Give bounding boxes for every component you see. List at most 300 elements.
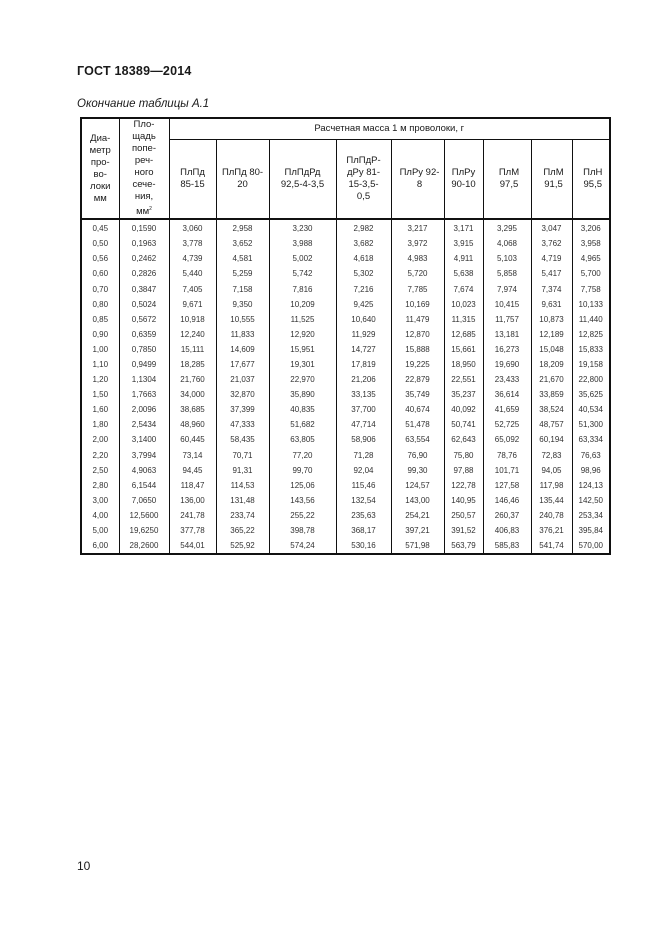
cell-mass: 10,640: [336, 312, 391, 327]
cell-area: 0,9499: [119, 357, 169, 372]
cell-mass: 5,259: [216, 266, 269, 281]
cell-area: 3,7994: [119, 448, 169, 463]
header-alloy: [216, 139, 269, 219]
cell-mass: 146,46: [483, 493, 531, 508]
cell-mass: 51,478: [391, 417, 444, 432]
cell-area: 0,1963: [119, 236, 169, 251]
header-line: 92,5-4-3,5: [280, 179, 325, 191]
cell-mass: 5,742: [269, 266, 336, 281]
cell-mass: 2,958: [216, 219, 269, 236]
cell-area: 19,6250: [119, 523, 169, 538]
table-row: [81, 297, 610, 312]
cell-mass: 3,060: [169, 219, 216, 236]
cell-mass: 541,74: [531, 538, 572, 554]
cell-mass: 48,960: [169, 417, 216, 432]
cell-mass: 233,74: [216, 508, 269, 523]
cell-area: 3,1400: [119, 432, 169, 447]
cell-mass: 40,534: [572, 402, 610, 417]
table-row: [81, 219, 610, 236]
header-line: ния,: [134, 191, 154, 202]
cell-mass: 22,879: [391, 372, 444, 387]
cell-mass: 12,240: [169, 327, 216, 342]
table-row: [81, 236, 610, 251]
header-line: сече-: [132, 179, 156, 190]
header-line: мм: [136, 206, 150, 218]
header-diameter: [81, 118, 119, 219]
cell-diameter: 0,80: [81, 297, 119, 312]
cell-mass: 13,181: [483, 327, 531, 342]
cell-mass: 3,972: [391, 236, 444, 251]
table-row: [81, 312, 610, 327]
cell-mass: 48,757: [531, 417, 572, 432]
table-row: [81, 342, 610, 357]
cell-area: 7,0650: [119, 493, 169, 508]
cell-mass: 92,04: [336, 463, 391, 478]
cell-mass: 7,405: [169, 282, 216, 297]
cell-mass: 65,092: [483, 432, 531, 447]
cell-mass: 574,24: [269, 538, 336, 554]
table-row: [81, 327, 610, 342]
cell-mass: 35,749: [391, 387, 444, 402]
cell-area: 0,7850: [119, 342, 169, 357]
table-row: [81, 251, 610, 266]
cell-diameter: 0,90: [81, 327, 119, 342]
cell-diameter: 2,50: [81, 463, 119, 478]
cell-mass: 4,618: [336, 251, 391, 266]
cell-mass: 19,301: [269, 357, 336, 372]
cell-mass: 377,78: [169, 523, 216, 538]
cell-mass: 33,859: [531, 387, 572, 402]
cell-mass: 570,00: [572, 538, 610, 554]
cell-mass: 71,28: [336, 448, 391, 463]
header-line: метр: [89, 144, 111, 156]
cell-mass: 585,83: [483, 538, 531, 554]
table-row: [81, 478, 610, 493]
header-line: Пло-: [133, 119, 155, 130]
cell-mass: 3,230: [269, 219, 336, 236]
cell-mass: 118,47: [169, 478, 216, 493]
cell-mass: 5,440: [169, 266, 216, 281]
header-alloy: [269, 139, 336, 219]
cell-mass: 12,920: [269, 327, 336, 342]
cell-mass: 34,000: [169, 387, 216, 402]
header-line: 95,5: [583, 179, 602, 191]
cell-mass: 4,965: [572, 251, 610, 266]
cell-mass: 9,350: [216, 297, 269, 312]
cell-area: 0,5672: [119, 312, 169, 327]
cell-mass: 94,45: [169, 463, 216, 478]
cell-mass: 47,333: [216, 417, 269, 432]
cell-mass: 4,983: [391, 251, 444, 266]
table-row: [81, 266, 610, 281]
cell-mass: 3,171: [444, 219, 483, 236]
cell-mass: 3,682: [336, 236, 391, 251]
cell-mass: 4,911: [444, 251, 483, 266]
cell-mass: 9,671: [169, 297, 216, 312]
cell-mass: 77,20: [269, 448, 336, 463]
cell-mass: 22,970: [269, 372, 336, 387]
cell-diameter: 1,10: [81, 357, 119, 372]
cell-area: 0,3847: [119, 282, 169, 297]
cell-mass: 525,92: [216, 538, 269, 554]
cell-mass: 563,79: [444, 538, 483, 554]
cell-mass: 58,435: [216, 432, 269, 447]
cell-mass: 12,685: [444, 327, 483, 342]
cell-mass: 136,00: [169, 493, 216, 508]
cell-diameter: 2,00: [81, 432, 119, 447]
cell-mass: 3,206: [572, 219, 610, 236]
cell-mass: 135,44: [531, 493, 572, 508]
cell-mass: 143,00: [391, 493, 444, 508]
cell-mass: 18,950: [444, 357, 483, 372]
cell-mass: 5,700: [572, 266, 610, 281]
cell-mass: 97,88: [444, 463, 483, 478]
cell-mass: 23,433: [483, 372, 531, 387]
header-line: дРу 81-: [347, 167, 380, 179]
cell-mass: 21,670: [531, 372, 572, 387]
cell-mass: 235,63: [336, 508, 391, 523]
cell-area: 2,5434: [119, 417, 169, 432]
cell-mass: 255,22: [269, 508, 336, 523]
cell-mass: 5,417: [531, 266, 572, 281]
cell-mass: 70,71: [216, 448, 269, 463]
cell-mass: 3,295: [483, 219, 531, 236]
header-line: во-: [93, 168, 107, 180]
header-line: 97,5: [499, 179, 519, 191]
cell-mass: 75,80: [444, 448, 483, 463]
cell-mass: 21,760: [169, 372, 216, 387]
cell-diameter: 2,20: [81, 448, 119, 463]
cell-area: 2,0096: [119, 402, 169, 417]
cell-mass: 41,659: [483, 402, 531, 417]
cell-mass: 114,53: [216, 478, 269, 493]
header-alloy: [483, 139, 531, 219]
cell-area: 0,6359: [119, 327, 169, 342]
cell-mass: 241,78: [169, 508, 216, 523]
cell-mass: 3,047: [531, 219, 572, 236]
cell-mass: 253,34: [572, 508, 610, 523]
cell-mass: 98,96: [572, 463, 610, 478]
header-line: 15-3,5-: [348, 179, 379, 191]
cell-mass: 10,209: [269, 297, 336, 312]
cell-diameter: 6,00: [81, 538, 119, 554]
header-alloy: [531, 139, 572, 219]
cell-mass: 50,741: [444, 417, 483, 432]
cell-mass: 9,631: [531, 297, 572, 312]
cell-mass: 76,90: [391, 448, 444, 463]
cell-mass: 38,524: [531, 402, 572, 417]
cell-mass: 15,951: [269, 342, 336, 357]
header-line: щадь: [132, 131, 156, 142]
cell-mass: 12,189: [531, 327, 572, 342]
cell-mass: 142,50: [572, 493, 610, 508]
table-row: [81, 432, 610, 447]
cell-mass: 15,048: [531, 342, 572, 357]
cell-mass: 15,111: [169, 342, 216, 357]
cell-diameter: 1,50: [81, 387, 119, 402]
header-area: [119, 118, 169, 219]
cell-mass: 7,158: [216, 282, 269, 297]
cell-mass: 10,918: [169, 312, 216, 327]
cell-mass: 365,22: [216, 523, 269, 538]
cell-mass: 40,674: [391, 402, 444, 417]
cell-diameter: 3,00: [81, 493, 119, 508]
cell-mass: 35,237: [444, 387, 483, 402]
cell-mass: 63,805: [269, 432, 336, 447]
cell-mass: 37,399: [216, 402, 269, 417]
header-line: 20: [237, 179, 248, 191]
cell-mass: 5,638: [444, 266, 483, 281]
cell-mass: 10,873: [531, 312, 572, 327]
header-alloy: [336, 139, 391, 219]
cell-mass: 17,819: [336, 357, 391, 372]
header-alloy: [391, 139, 444, 219]
cell-mass: 3,778: [169, 236, 216, 251]
cell-mass: 72,83: [531, 448, 572, 463]
mass-table: [80, 117, 611, 555]
superscript: 2: [149, 206, 152, 212]
cell-mass: 47,714: [336, 417, 391, 432]
cell-diameter: 1,60: [81, 402, 119, 417]
cell-mass: 5,302: [336, 266, 391, 281]
header-line: ного: [134, 167, 154, 178]
cell-area: 1,7663: [119, 387, 169, 402]
cell-mass: 4,719: [531, 251, 572, 266]
cell-mass: 240,78: [531, 508, 572, 523]
header-line: ПлПдРд: [284, 167, 321, 179]
cell-mass: 4,581: [216, 251, 269, 266]
cell-mass: 35,890: [269, 387, 336, 402]
cell-mass: 7,974: [483, 282, 531, 297]
cell-mass: 19,225: [391, 357, 444, 372]
cell-mass: 94,05: [531, 463, 572, 478]
cell-mass: 51,682: [269, 417, 336, 432]
table-row: [81, 463, 610, 478]
header-line: локи: [90, 180, 111, 192]
cell-mass: 5,858: [483, 266, 531, 281]
cell-mass: 52,725: [483, 417, 531, 432]
cell-diameter: 1,80: [81, 417, 119, 432]
cell-mass: 99,70: [269, 463, 336, 478]
cell-mass: 11,833: [216, 327, 269, 342]
cell-mass: 11,479: [391, 312, 444, 327]
cell-mass: 254,21: [391, 508, 444, 523]
cell-diameter: 0,56: [81, 251, 119, 266]
table-row: [81, 523, 610, 538]
cell-mass: 22,551: [444, 372, 483, 387]
cell-mass: 10,415: [483, 297, 531, 312]
cell-mass: 544,01: [169, 538, 216, 554]
cell-mass: 62,643: [444, 432, 483, 447]
cell-mass: 63,334: [572, 432, 610, 447]
cell-mass: 15,833: [572, 342, 610, 357]
cell-mass: 40,092: [444, 402, 483, 417]
header-line: 85-15: [180, 179, 205, 191]
cell-mass: 19,158: [572, 357, 610, 372]
header-line: 91,5: [544, 179, 563, 191]
cell-diameter: 5,00: [81, 523, 119, 538]
cell-mass: 124,57: [391, 478, 444, 493]
cell-mass: 3,915: [444, 236, 483, 251]
cell-mass: 21,037: [216, 372, 269, 387]
cell-mass: 125,06: [269, 478, 336, 493]
cell-area: 6,1544: [119, 478, 169, 493]
cell-mass: 7,216: [336, 282, 391, 297]
cell-mass: 10,133: [572, 297, 610, 312]
cell-mass: 115,46: [336, 478, 391, 493]
cell-mass: 7,816: [269, 282, 336, 297]
header-group-mass: Расчетная масса 1 м проволоки, г: [169, 118, 610, 139]
cell-mass: 11,525: [269, 312, 336, 327]
cell-mass: 14,609: [216, 342, 269, 357]
cell-mass: 4,068: [483, 236, 531, 251]
cell-mass: 63,554: [391, 432, 444, 447]
cell-mass: 91,31: [216, 463, 269, 478]
cell-mass: 4,739: [169, 251, 216, 266]
cell-mass: 51,300: [572, 417, 610, 432]
header-line: ПлПд: [180, 167, 205, 179]
cell-mass: 2,982: [336, 219, 391, 236]
cell-mass: 376,21: [531, 523, 572, 538]
header-line: ПлПд 80-: [221, 167, 264, 179]
cell-diameter: 0,60: [81, 266, 119, 281]
cell-diameter: 0,85: [81, 312, 119, 327]
cell-mass: 10,023: [444, 297, 483, 312]
cell-mass: 101,71: [483, 463, 531, 478]
cell-mass: 15,661: [444, 342, 483, 357]
cell-mass: 5,103: [483, 251, 531, 266]
table-row: [81, 372, 610, 387]
cell-mass: 76,63: [572, 448, 610, 463]
table-row: [81, 282, 610, 297]
cell-mass: 10,169: [391, 297, 444, 312]
cell-mass: 11,440: [572, 312, 610, 327]
table-row: [81, 357, 610, 372]
cell-mass: 3,652: [216, 236, 269, 251]
cell-mass: 35,625: [572, 387, 610, 402]
cell-area: 12,5600: [119, 508, 169, 523]
cell-mass: 9,425: [336, 297, 391, 312]
cell-area: 0,5024: [119, 297, 169, 312]
cell-area: 1,1304: [119, 372, 169, 387]
cell-mass: 122,78: [444, 478, 483, 493]
cell-mass: 3,958: [572, 236, 610, 251]
cell-mass: 406,83: [483, 523, 531, 538]
cell-area: 0,2826: [119, 266, 169, 281]
table-caption: Окончание таблицы А.1: [77, 98, 210, 110]
cell-mass: 58,906: [336, 432, 391, 447]
cell-mass: 3,217: [391, 219, 444, 236]
cell-mass: 11,757: [483, 312, 531, 327]
cell-mass: 15,888: [391, 342, 444, 357]
cell-area: 4,9063: [119, 463, 169, 478]
table-row: [81, 538, 610, 554]
cell-mass: 571,98: [391, 538, 444, 554]
cell-mass: 250,57: [444, 508, 483, 523]
document-header: ГОСТ 18389—2014: [77, 64, 192, 78]
cell-mass: 368,17: [336, 523, 391, 538]
cell-mass: 78,76: [483, 448, 531, 463]
cell-mass: 16,273: [483, 342, 531, 357]
header-line: 8: [416, 179, 423, 191]
cell-mass: 260,37: [483, 508, 531, 523]
header-line: мм: [93, 192, 107, 204]
cell-mass: 530,16: [336, 538, 391, 554]
header-alloy: [444, 139, 483, 219]
cell-mass: 127,58: [483, 478, 531, 493]
cell-mass: 40,835: [269, 402, 336, 417]
cell-mass: 140,95: [444, 493, 483, 508]
header-line: ПлМ: [543, 167, 564, 179]
cell-mass: 38,685: [169, 402, 216, 417]
header-line: 90-10: [451, 179, 476, 191]
cell-mass: 7,785: [391, 282, 444, 297]
cell-mass: 7,758: [572, 282, 610, 297]
cell-area: 0,2462: [119, 251, 169, 266]
cell-mass: 99,30: [391, 463, 444, 478]
header-line: ПлН: [583, 167, 603, 179]
cell-mass: 33,135: [336, 387, 391, 402]
header-alloy: [169, 139, 216, 219]
header-line: 0,5: [356, 191, 371, 203]
table-row: [81, 387, 610, 402]
cell-mass: 3,762: [531, 236, 572, 251]
cell-mass: 12,870: [391, 327, 444, 342]
cell-mass: 5,720: [391, 266, 444, 281]
header-line: ПлПдР-: [346, 155, 381, 167]
cell-mass: 124,13: [572, 478, 610, 493]
table-row: [81, 402, 610, 417]
cell-mass: 398,78: [269, 523, 336, 538]
cell-mass: 143,56: [269, 493, 336, 508]
page-number: 10: [77, 859, 91, 873]
cell-mass: 3,988: [269, 236, 336, 251]
cell-mass: 17,677: [216, 357, 269, 372]
cell-mass: 18,285: [169, 357, 216, 372]
cell-mass: 22,800: [572, 372, 610, 387]
header-line: Диа-: [90, 132, 111, 144]
cell-mass: 7,674: [444, 282, 483, 297]
cell-mass: 37,700: [336, 402, 391, 417]
cell-mass: 397,21: [391, 523, 444, 538]
cell-mass: 391,52: [444, 523, 483, 538]
cell-mass: 11,929: [336, 327, 391, 342]
header-line: ПлРу 92-: [399, 167, 440, 179]
cell-mass: 73,14: [169, 448, 216, 463]
cell-mass: 395,84: [572, 523, 610, 538]
table-row: [81, 508, 610, 523]
cell-diameter: 4,00: [81, 508, 119, 523]
cell-mass: 21,206: [336, 372, 391, 387]
header-line: реч-: [134, 155, 154, 166]
cell-diameter: 0,45: [81, 219, 119, 236]
cell-diameter: 0,50: [81, 236, 119, 251]
cell-mass: 5,002: [269, 251, 336, 266]
cell-mass: 10,555: [216, 312, 269, 327]
cell-mass: 7,374: [531, 282, 572, 297]
cell-mass: 32,870: [216, 387, 269, 402]
cell-mass: 36,614: [483, 387, 531, 402]
cell-area: 28,2600: [119, 538, 169, 554]
cell-mass: 18,209: [531, 357, 572, 372]
cell-mass: 19,690: [483, 357, 531, 372]
cell-area: 0,1590: [119, 219, 169, 236]
cell-diameter: 2,80: [81, 478, 119, 493]
cell-diameter: 0,70: [81, 282, 119, 297]
cell-mass: 11,315: [444, 312, 483, 327]
header-line: ПлМ: [498, 167, 520, 179]
cell-mass: 60,194: [531, 432, 572, 447]
